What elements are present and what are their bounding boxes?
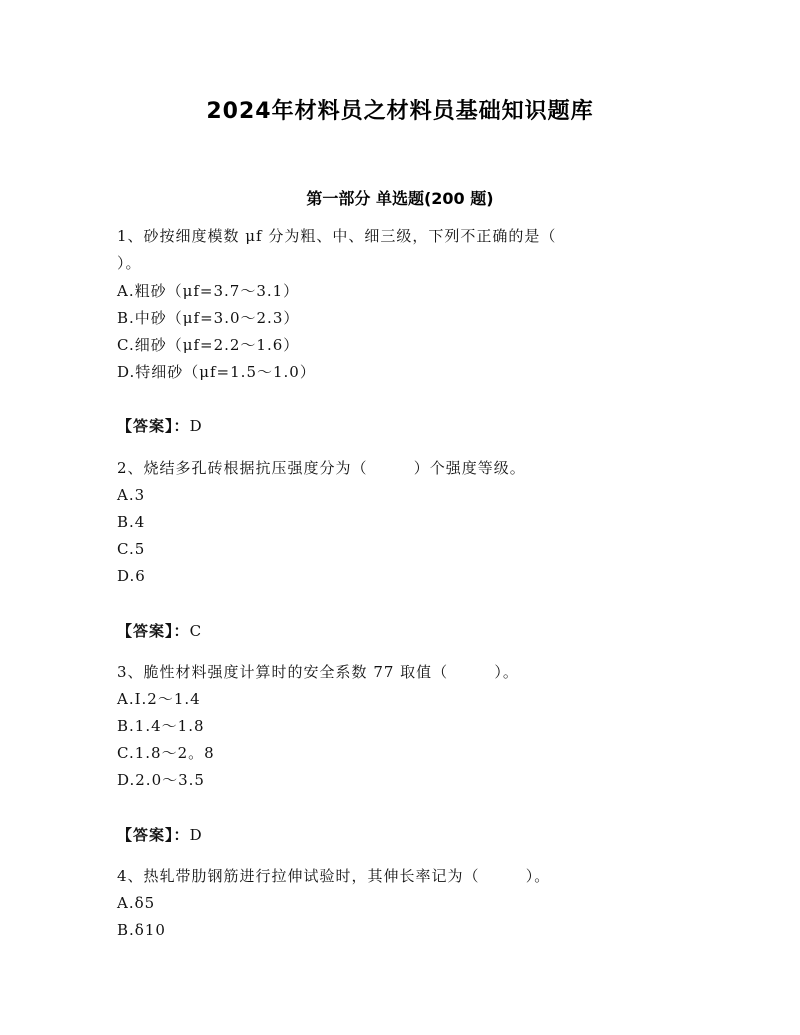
answer-label: 答案	[133, 826, 166, 844]
section-title: 第一部分 单选题(200 题)	[306, 189, 494, 208]
question-3-option-d: D.2.0～3.5	[117, 771, 205, 789]
question-2-option-d: D.6	[117, 567, 146, 585]
question-4-option-a: A.δ5	[117, 894, 156, 912]
question-2-stem: 2、烧结多孔砖根据抗压强度分为（ ）个强度等级。	[117, 459, 526, 477]
question-1-stem-continued: ）。	[117, 254, 142, 272]
question-1-option-c: C.细砂（μf=2.2～1.6）	[117, 336, 300, 354]
answer-open-bracket: 【	[117, 417, 134, 435]
question-1-option-d: D.特细砂（μf=1.5～1.0）	[117, 363, 316, 381]
answer-separator: ：	[173, 417, 190, 435]
question-1-option-b: B.中砂（μf=3.0～2.3）	[117, 309, 300, 327]
answer-open-bracket: 【	[117, 622, 134, 640]
question-3-option-a: A.I.2～1.4	[117, 690, 201, 708]
question-2-option-a: A.3	[117, 486, 146, 504]
question-3-stem: 3、脆性材料强度计算时的安全系数 77 取值（ ）。	[117, 663, 519, 681]
answer-open-bracket: 【	[117, 826, 134, 844]
document-title: 2024年材料员之材料员基础知识题库	[206, 99, 594, 124]
answer-close-bracket: 】	[165, 826, 174, 844]
answer-value: D	[189, 826, 203, 844]
question-2-option-b: B.4	[117, 513, 146, 531]
answer-value: D	[189, 417, 203, 435]
answer-value: C	[189, 622, 203, 640]
answer-separator: ：	[173, 622, 190, 640]
answer-close-bracket: 】	[165, 417, 174, 435]
question-1-answer	[117, 416, 203, 436]
answer-label: 答案	[133, 622, 166, 640]
question-4-stem: 4、热轧带肋钢筋进行拉伸试验时，其伸长率记为（ ）。	[117, 867, 551, 885]
question-1-stem: 1、砂按细度模数 μf 分为粗、中、细三级，下列不正确的是（	[117, 227, 557, 245]
question-3-option-c: C.1.8～2。8	[117, 744, 215, 762]
question-3-option-b: B.1.4～1.8	[117, 717, 205, 735]
answer-close-bracket: 】	[165, 622, 174, 640]
question-3-answer	[117, 825, 203, 845]
question-2-option-c: C.5	[117, 540, 146, 558]
answer-separator: ：	[173, 826, 190, 844]
question-4-option-b: B.δ10	[117, 921, 166, 939]
question-2-answer	[117, 621, 202, 641]
question-1-option-a: A.粗砂（μf=3.7～3.1）	[117, 282, 300, 300]
answer-label: 答案	[133, 417, 166, 435]
